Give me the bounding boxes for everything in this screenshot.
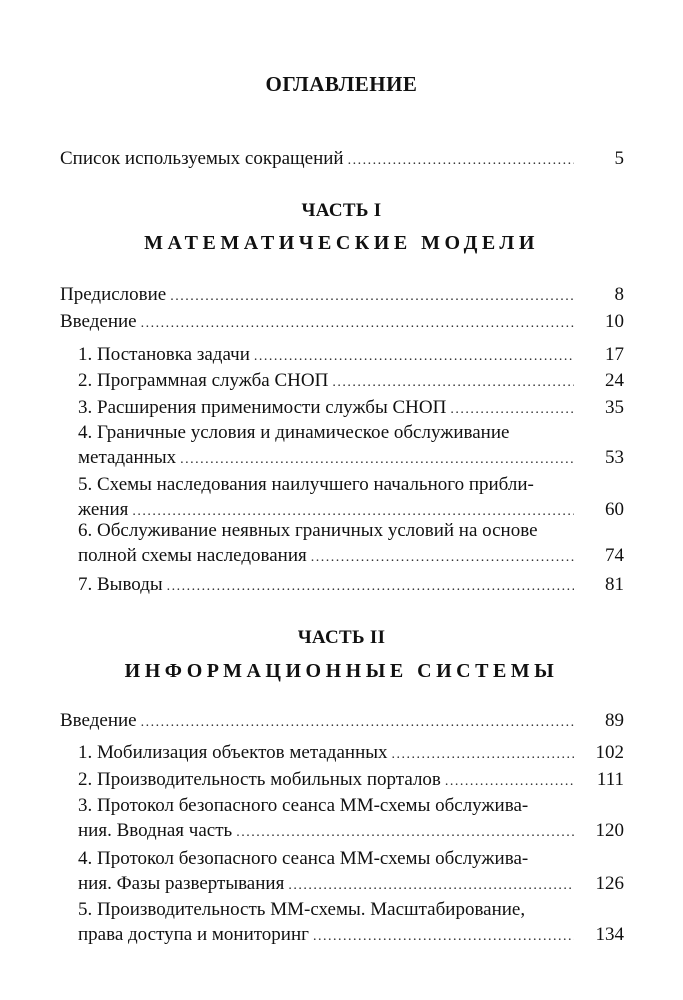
toc-entry-chapter[interactable] (78, 420, 624, 470)
toc-entry-label-continued: ния. Вводная часть (78, 820, 233, 841)
toc-entry-chapter[interactable] (78, 395, 624, 420)
toc-entry-introduction[interactable] (60, 708, 624, 733)
toc-entry-label-continued: жения (78, 499, 129, 520)
toc-entry-label: 3. Расширения применимости службы СНОП (78, 397, 447, 418)
part2-label: ЧАСТЬ II (297, 627, 386, 648)
toc-page-number: 35 (605, 397, 624, 418)
dot-leader (311, 545, 574, 570)
dot-leader (445, 769, 574, 794)
dot-leader (450, 397, 574, 422)
toc-entry-label: 1. Постановка задачи (78, 344, 250, 365)
toc-entry-label: Введение (60, 710, 137, 731)
toc-page-number: 24 (605, 370, 624, 391)
toc-entry-label: Предисловие (60, 284, 167, 305)
toc-entry-label: 7. Выводы (78, 574, 163, 595)
toc-entry-label-continued: метаданных (78, 447, 177, 468)
toc-page-number: 102 (595, 742, 624, 763)
toc-entry-label: 4. Граничные условия и динамическое обслуживание (78, 422, 510, 443)
toc-entry-label-continued: права доступа и мониторинг (78, 924, 309, 945)
toc-page-number: 74 (605, 545, 624, 566)
toc-entry-label: 3. Протокол безопасного сеанса ММ-схемы обслужива- (78, 795, 529, 816)
toc-page-number: 17 (605, 344, 624, 365)
toc-entry-chapter[interactable] (78, 897, 624, 947)
toc-page-number: 10 (605, 311, 624, 332)
toc-page-number: 134 (595, 924, 624, 945)
toc-entry-label: 2. Производительность мобильных порталов (78, 769, 441, 790)
dot-leader (392, 742, 574, 767)
toc-entry-chapter[interactable] (78, 740, 624, 765)
toc-title: ОГЛАВЛЕНИЕ (265, 72, 418, 96)
toc-entry-chapter[interactable] (78, 767, 624, 792)
toc-entry-label: Список используемых сокращений (60, 148, 344, 169)
toc-page-number: 126 (595, 873, 624, 894)
toc-entry-chapter[interactable] (78, 572, 624, 597)
toc-page-number: 89 (605, 710, 624, 731)
dot-leader (332, 370, 574, 395)
toc-entry-label-continued: ния. Фазы развертывания (78, 873, 285, 894)
toc-page-number: 53 (605, 447, 624, 468)
toc-entry-label: 2. Программная служба СНОП (78, 370, 329, 391)
toc-page-number: 120 (595, 820, 624, 841)
part2-title: ИНФОРМАЦИОННЫЕ СИСТЕМЫ (124, 660, 559, 682)
toc-entry-label: 5. Производительность ММ-схемы. Масштабирование, (78, 899, 526, 920)
toc-entry-preface[interactable] (60, 282, 624, 307)
toc-page-number: 5 (614, 148, 624, 169)
dot-leader (141, 710, 574, 735)
dot-leader (141, 311, 574, 336)
toc-entry-chapter[interactable] (78, 368, 624, 393)
toc-entry-abbreviations[interactable] (60, 146, 624, 171)
toc-entry-chapter[interactable] (78, 846, 624, 896)
toc-entry-chapter[interactable] (78, 518, 624, 568)
toc-entry-label: 5. Схемы наследования наилучшего начального прибли- (78, 474, 534, 495)
dot-leader (236, 820, 574, 845)
part1-title: МАТЕМАТИЧЕСКИЕ МОДЕЛИ (144, 232, 539, 254)
dot-leader (180, 447, 574, 472)
toc-entry-label-continued: полной схемы наследования (78, 545, 307, 566)
toc-entry-introduction[interactable] (60, 309, 624, 334)
dot-leader (170, 284, 574, 309)
toc-entry-label: 6. Обслуживание неявных граничных условий на основе (78, 520, 538, 541)
dot-leader (288, 873, 574, 898)
toc-entry-chapter[interactable] (78, 472, 624, 522)
dot-leader (254, 344, 574, 369)
toc-entry-label: Введение (60, 311, 137, 332)
toc-page-number: 60 (605, 499, 624, 520)
toc-entry-chapter[interactable] (78, 793, 624, 843)
toc-page-number: 8 (614, 284, 624, 305)
dot-leader (313, 924, 574, 949)
toc-entry-chapter[interactable] (78, 342, 624, 367)
toc-page-number: 111 (596, 769, 624, 790)
part1-label: ЧАСТЬ I (301, 200, 382, 221)
dot-leader (348, 148, 574, 173)
toc-entry-label: 1. Мобилизация объектов метаданных (78, 742, 388, 763)
dot-leader (167, 574, 574, 599)
toc-entry-label: 4. Протокол безопасного сеанса ММ-схемы обслужива- (78, 848, 529, 869)
toc-page-number: 81 (605, 574, 624, 595)
